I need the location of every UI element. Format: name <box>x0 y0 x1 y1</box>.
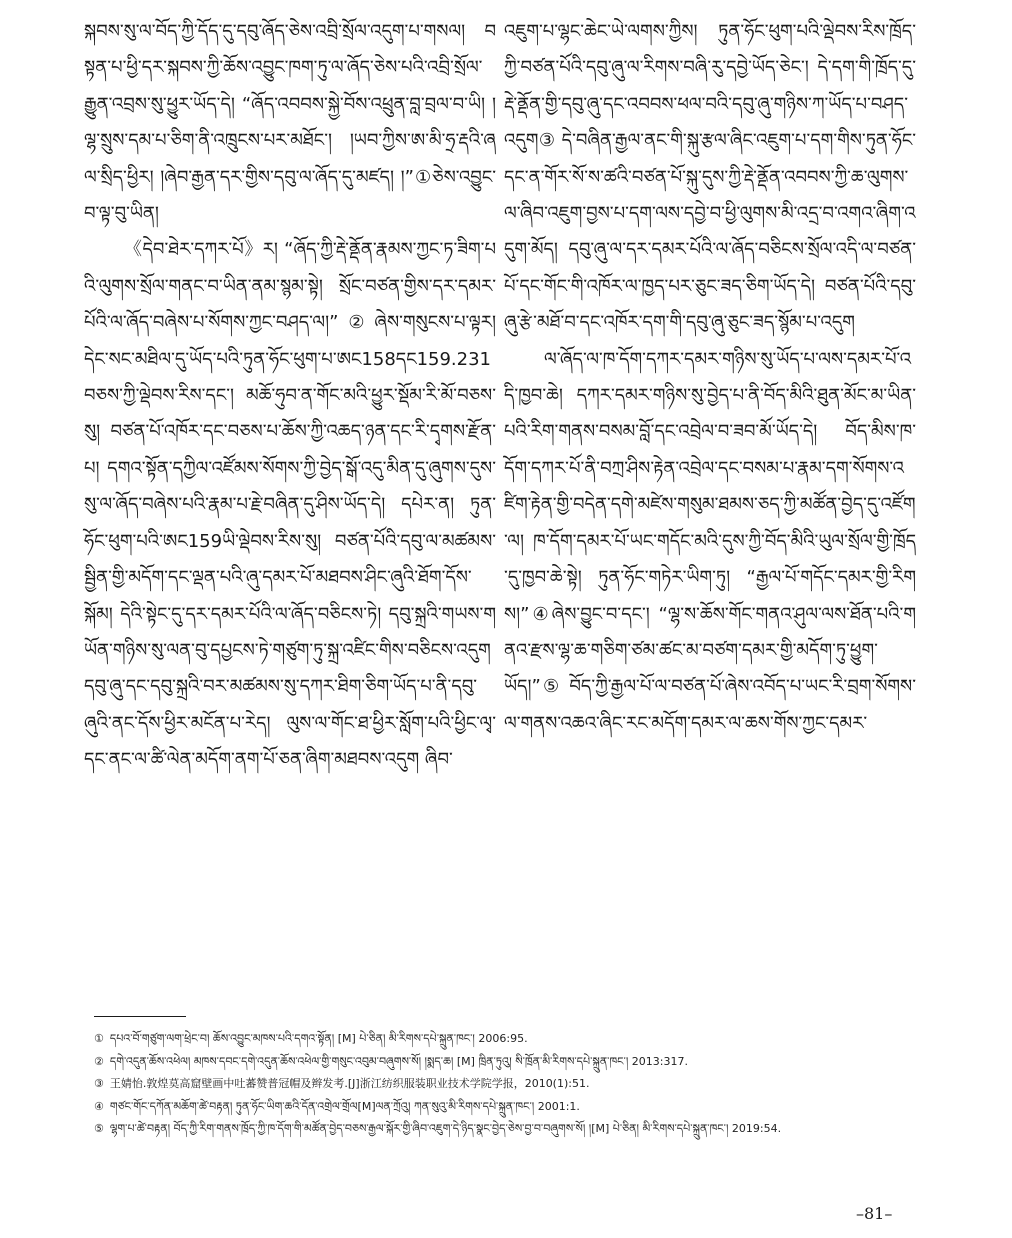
footnote <box>94 1051 894 1074</box>
footnote-number: ③ <box>94 1077 104 1090</box>
left-paragraph-2: 《དེབ་ཐེར་དཀར་པོ》ར། “ཞོད་ཀྱི་རྡེ་ནྡོན་རྣམས་ཀྱང་ཏ་ཟིག་པའི་ལུགས་སྲོལ་གནང་བ་ཡིན་ནམ་སྙམ་སྟེ། སྲོང་བཙན་གྱིས་དར་དམར་པོའི་ལ་ཞོད་བཞེས་པ་སོགས་ཀྱང་བཤད་ལ།”②ཞེས་གསུངས་པ་ལྟར། དེང་སང་མཐིལ་དུ་ཡོད་པའི་ཏུན་ཧོང་ཕུག་པ་ཨང158དང159.231བཅས་ཀྱི་ལྡེབས་རིས་དང་། མཆོ་ཧུབ་ན་གོང་མའི་ཕྱུར་སྡོམ་རི་མོ་བཅས་སུ། བཙན་པོ་འཁོར་དང་བཅས་པ་ཆོས་ཀྱི་འཆད་ཉན་དང་རི་དྭགས་རྫོན་པ། དགའ་སྟོན་དཀྱིལ་འཛོམས་སོགས་ཀྱི་བྱེད་སྒོ་འདུ་མིན་དུ་ཞུགས་དུས་སུ་ལ་ཞོད་བཞེས་པའི་རྣམ་པ་རྗེ་བཞིན་དུ་ཤིས་ཡོད་དེ། དཔེར་ན། ཏུན་ཧོང་ཕུག་པའི་ཨང159ཡི་ལྡེབས་རིས་སུ། བཙན་པོའི་དབུ་ལ་མཚམས་སྦྱིན་གྱི་མདོག་དང་ལྡན་པའི་ཞུ་དམར་པོ་མཐབས་ཤིང་ཞུའི་ཐོག་དོས་སྐོམ། དེའི་སྟེང་དུ་དར་དམར་པོའི་ལ་ཞོད་བཅིངས་ཏེ། དབུ་སྐྲའི་གཡས་གཡོན་གཉིས་སུ་ལན་བུ་དཔྱངས་ཏེ་གཙུག་ཏུ་སྐྲ་འཛིང་གིས་བཅིངས་འདུག དབུ་ཞུ་དང་དབུ་སྐྲའི་བར་མཚམས་སུ་དཀར་ཐིག་ཅིག་ཡོད་པ་ནི་དབུ་ཞུའི་ནང་དོས་ཕྱིར་མངོན་པ་རེད། ལུས་ལ་གོང་ཐ་ཕྱིར་སློག་པའི་ཕྱིང་ལྭ་དང་ནང་ལ་ཚི་ལེན་མདོག་ནག་པོ་ཅན་ཞིག་མཐབས་འདུག ཞིབ་ <box>84 239 496 771</box>
footnote-divider <box>94 1016 186 1017</box>
right-column <box>504 14 916 742</box>
footnote <box>94 1028 894 1051</box>
footnotes <box>94 1028 894 1141</box>
footnote <box>94 1073 894 1096</box>
footnote-number: ⑤ <box>94 1122 104 1135</box>
left-column <box>84 14 496 779</box>
page-number: –81– <box>856 1204 893 1223</box>
footnote-text: ལྷག་པ་ཚེ་བརྟན། བོད་ཀྱི་རིག་གནས་ཁྲོད་ཀྱི་ཁ་དོག་གི་མཚོན་བྱེད་བཅས་རྒྱལ་སྐོར་གྱི་ཞིབ་འཇུག་དེ་ཉིད་སྣང་བྱེད་ཅེས་བྱ་བ་བཞུགས་སོ། །[M] པེ་ཅིན། མི་རིགས་དཔེ་སྐྲུན་ཁང་། 2019:54. <box>109 1122 782 1135</box>
footnote-text: དགེ་འདུན་ཆོས་འཕེལ། མཁས་དབང་དགེ་འདུན་ཆོས་འཕེལ་གྱི་གསུང་འབུམ་བཞུགས་སོ། །སྨད་ཆ། [M] ཁྲིན་ཏུའུ། སི་ཁྲོན་མི་རིགས་དཔེ་སྐྲུན་ཁང་། 2013:317. <box>109 1054 688 1068</box>
footnote <box>94 1096 894 1119</box>
left-paragraph-1: སྐབས་སུ་ལ་བོད་ཀྱི་དོད་དུ་དབུ་ཞོད་ཅེས་འབྲི་སྲོལ་འདུག་པ་གསལ། བསྟན་པ་ཕྱི་དར་སྐབས་ཀྱི་ཆོས་འབྱུང་ཁག་ཏུ་ལ་ཞོད་ཅེས་པའི་འབྲི་སྲོལ་རྒྱུན་འབྲས་སུ་ཕྱུར་ཡོད་དེ། “ཞོད་འབབས་སྐྱེ་བོས་འཕྲུན་བླ་བྲལ་བ་ཡི། །ལྷ་སྲུས་དམ་པ་ཅིག་ནི་འཁྲུངས་པར་མཐོང་། །ཡབ་ཀྱིས་ཨ་མི་ཧྲ་རྡའི་ཞལ་སྲིད་ཕྱིར། །ཞེབ་རྒྱན་དར་གྱིས་དབུ་ལ་ཞོད་དུ་མཛད། །”①ཅེས་འབྱུང་བ་ལྟ་བུ་ཡིན། <box>84 21 496 225</box>
footnote-text: གཙང་གོང་དཀོན་མཆོག་ཚེ་བརྟན། ཏུན་ཧོང་ཡིག་ཆའི་དོན་འགྲེལ་གྲོལ[M]ལན་ཀྲོའུ། ཀན་སུའུ་མི་རིགས་དཔེ་སྐྲུན་ཁང་། 2001:1. <box>109 1099 580 1113</box>
footnote <box>94 1118 894 1141</box>
footnote-text: 王婧怡.敦煌莫高窟壁画中吐蕃赞普冠帽及辫发考.[J]浙江纺织服装职业技术学院学报，2010(1):51. <box>109 1077 590 1090</box>
right-paragraph-1: འཇུག་པ་ལྷང་ཆེང་ཡེ་ལགས་ཀྱིས། ཏུན་ཧོང་ཕུག་པའི་ལྡེབས་རིས་ཁྲོད་ཀྱི་བཙན་པོའི་དབུ་ཞུ་ལ་རིགས་བཞི་རུ་དབྱེ་ཡོད་ཅེང་། དེ་དག་གི་ཁྲོད་དུ་རྡེ་ནྡོན་གྱི་དབུ་ཞུ་དང་འབབས་ཕལ་བའི་དབུ་ཞུ་གཉིས་ཀ་ཡོད་པ་བཤད་འདུག③ དེ་བཞིན་རྒྱལ་ནང་གི་སྐུ་རྩལ་ཞིང་འཇུག་པ་དག་གིས་ཏུན་ཧོང་དང་ན་གོར་སོ་ས་ཚའི་བཙན་པོ་སྐུ་དུས་ཀྱི་རྡེ་ནྡོན་འབབས་ཀྱི་ཆ་ལུགས་ལ་ཞིབ་འཇུག་བྱས་པ་དག་ལས་དབྱེ་བ་ཕྱི་ལུགས་མི་འདྲ་བ་འགའ་ཞིག་འདུག་མོད། དབུ་ཞུ་ལ་དར་དམར་པོའི་ལ་ཞོད་བཅིངས་སྲོལ་འདི་ལ་བཙན་པོ་དང་གོང་གི་འཁོར་ལ་ཁྱད་པར་ཅུང་ཟད་ཅིག་ཡོད་དེ། བཙན་པོའི་དབུ་ཞུ་རྩེ་མཐོ་བ་དང་འཁོར་དག་གི་དབུ་ཞུ་ཅུང་ཟད་སྙོམ་པ་འདུག <box>504 21 916 334</box>
footnote-text: དཔའ་བོ་གཙུག་ལག་ཕྲེང་བ། ཆོས་འབྱུང་མཁས་པའི་དགའ་སྟོན། [M] པེ་ཅིན། མི་རིགས་དཔེ་སྐྲུན་ཁང་། 2006:95. <box>109 1032 528 1045</box>
right-paragraph-2: ལ་ཞོད་ལ་ཁ་དོག་དཀར་དམར་གཉིས་སུ་ཡོད་པ་ལས་དམར་པོ་འདི་ཁྱབ་ཆེ། དཀར་དམར་གཉིས་སུ་བྱེད་པ་ནི་བོད་མིའི་ཐུན་མོང་མ་ཡིན་པའི་རིག་གནས་བསམ་བློ་དང་འབྲེལ་བ་ཟབ་མོ་ཡོད་དེ། བོད་མིས་ཁ་དོག་དཀར་པོ་ནི་བཀྲ་ཤིས་རྟེན་འབྲེལ་དང་བསམ་པ་རྣམ་དག་སོགས་འཛིག་རྟེན་གྱི་བདེན་དགེ་མཛེས་གསུམ་ཐམས་ཅད་ཀྱི་མཚོན་བྱེད་དུ་འཛོག་ལ། ཁ་དོག་དམར་པོ་ཡང་གདོང་མའི་དུས་ཀྱི་བོད་མིའི་ཡུལ་སྲོལ་གྱི་ཁྲོད་དུ་ཁྱབ་ཆེ་སྟེ། ཏུན་ཧོང་གཏེར་ཡིག་ཏུ། “རྒྱལ་པོ་གདོང་དམར་གྱི་རིགས།”④ཞེས་བྱུང་བ་དང་། “ལྷ་ས་ཆོས་གོང་གནའ་ཤུལ་ལས་ཐོན་པའི་གནའ་རྫས་ལྷ་ཆ་གཅིག་ཙམ་ཚང་མ་བཙག་དམར་གྱི་མདོག་ཏུ་ཕྱུག་ཡོད།”⑤ བོད་ཀྱི་རྒྱལ་པོ་ལ་བཙན་པོ་ཞེས་འབོད་པ་ཡང་རི་བྲག་སོགས་ལ་གནས་འཆའ་ཞིང་རང་མདོག་དམར་ལ་ཆས་གོས་ཀྱང་དམར་ <box>504 348 916 734</box>
footnote-number: ④ <box>94 1099 104 1113</box>
footnote-number: ② <box>94 1054 104 1068</box>
footnote-number: ① <box>94 1032 104 1045</box>
